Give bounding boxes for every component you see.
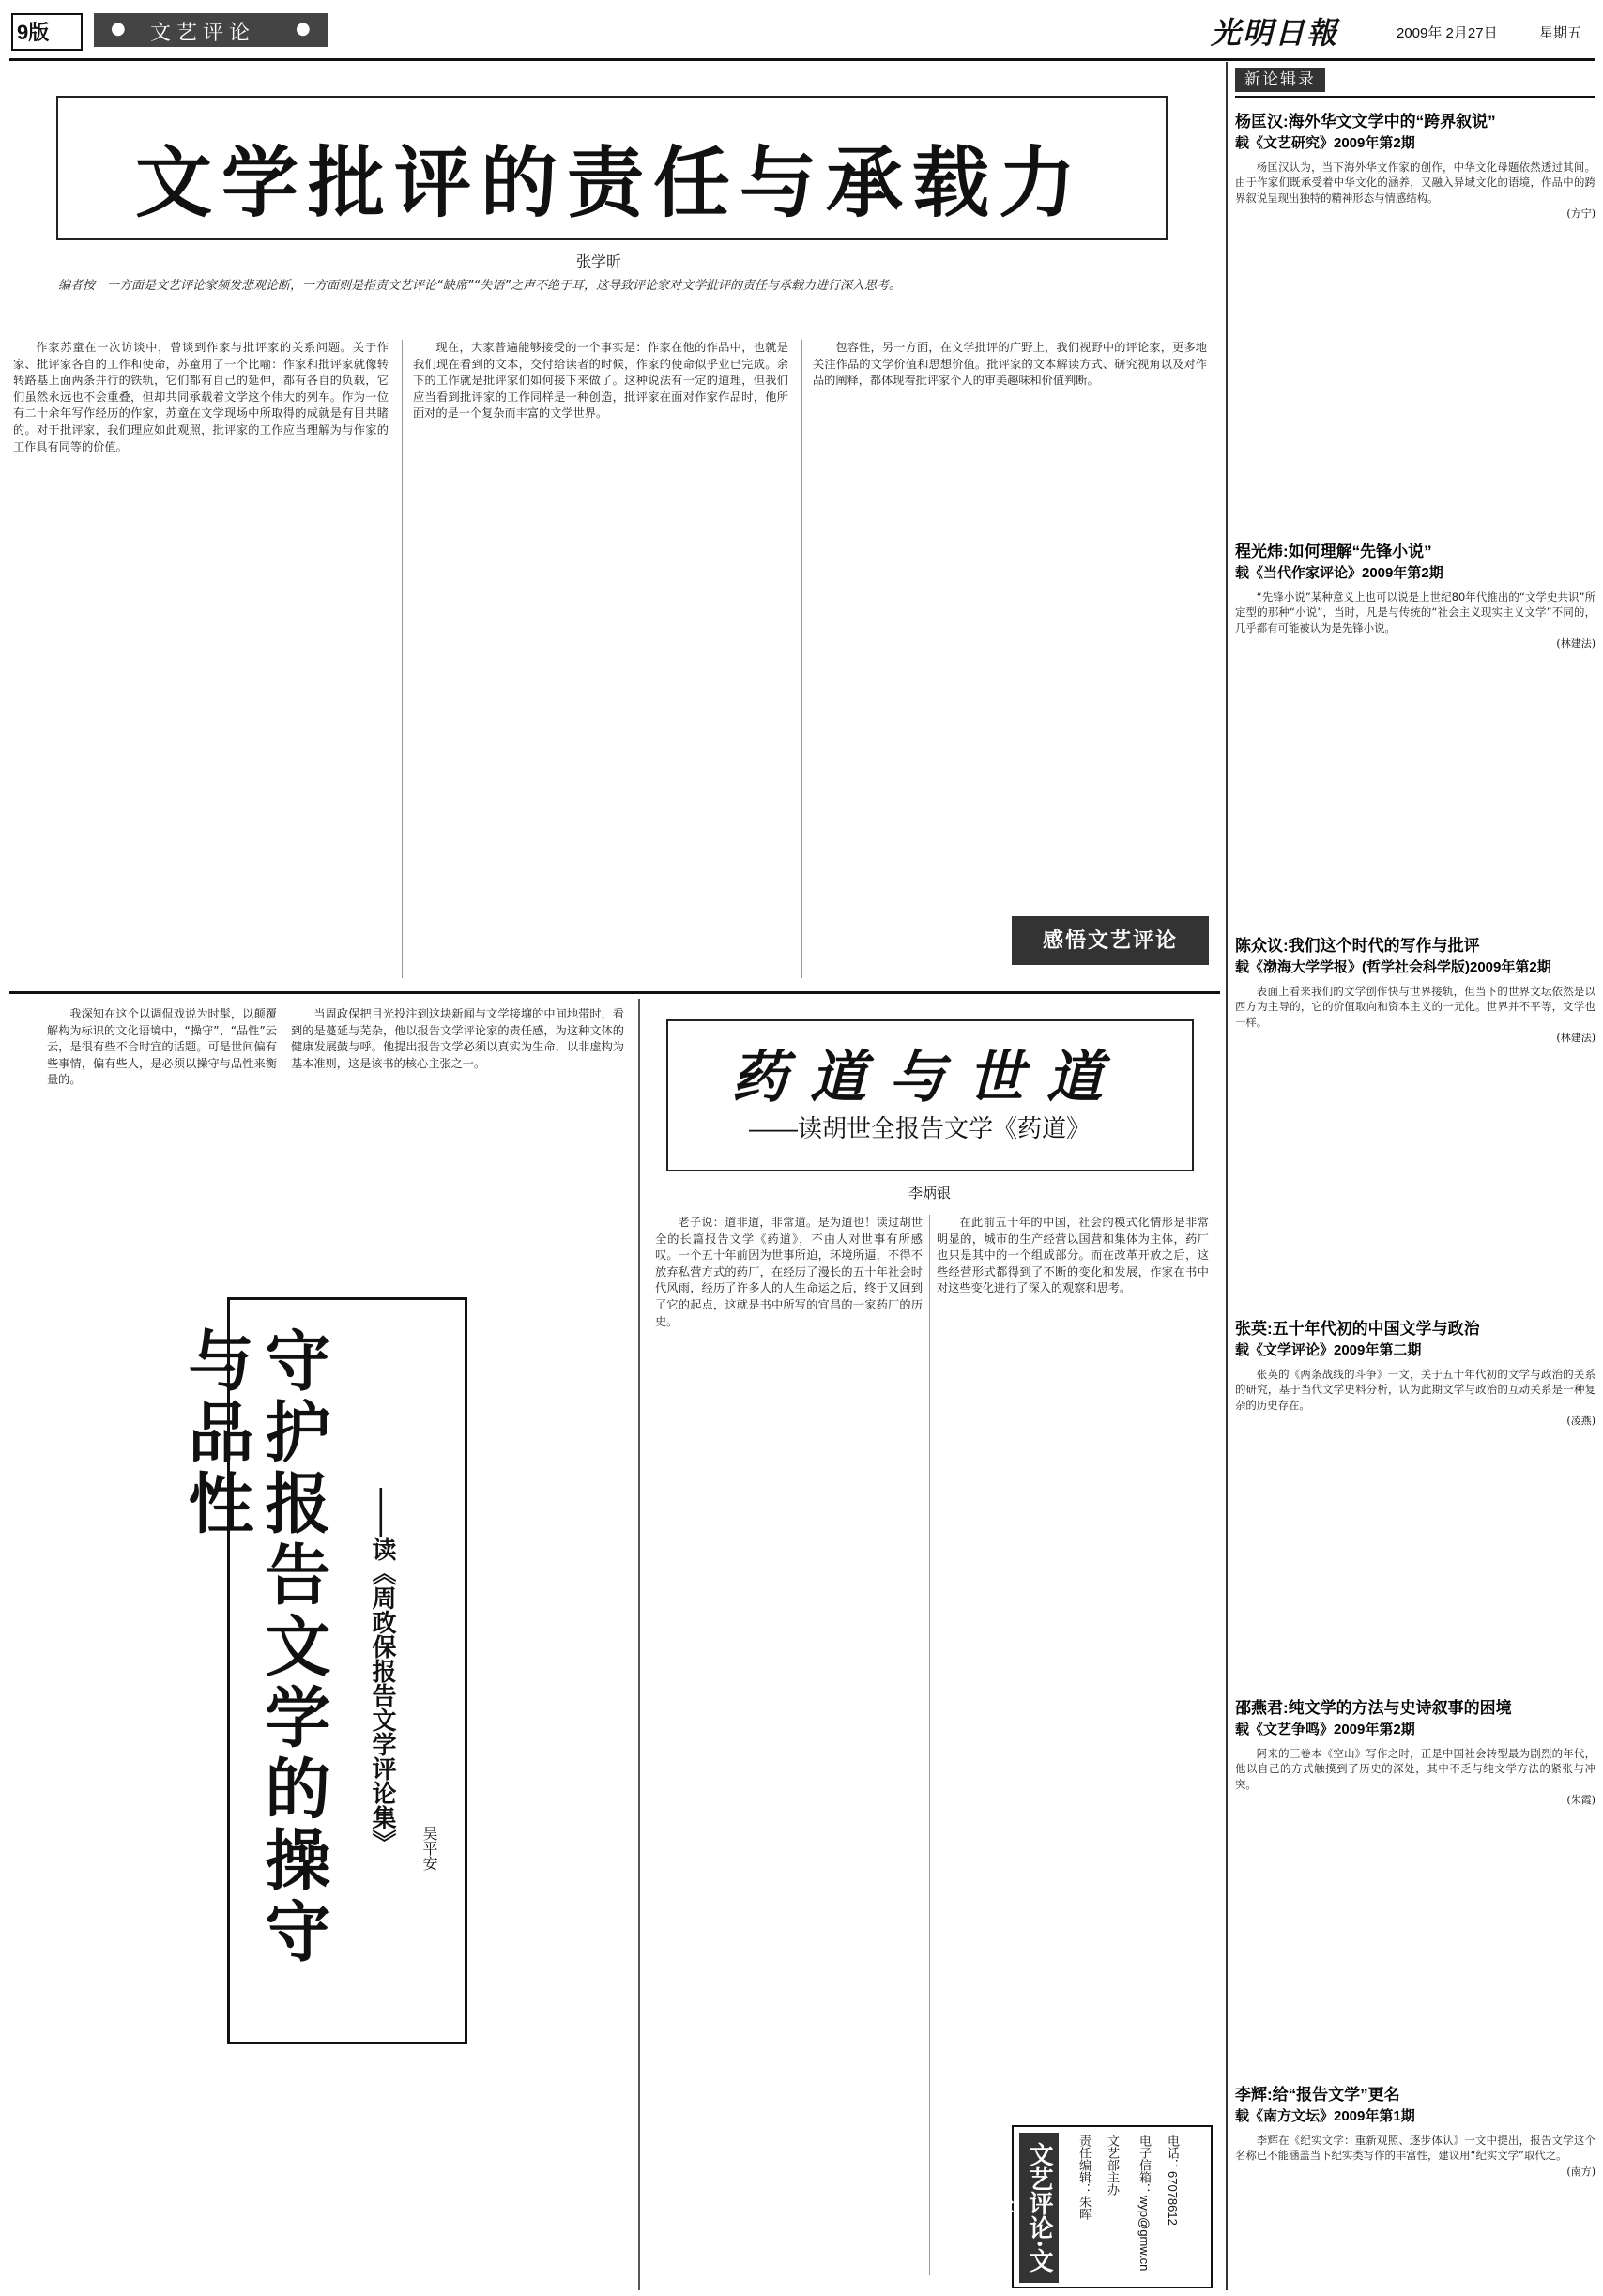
section-label: 文艺评论 [150, 21, 256, 44]
column-divider [402, 340, 403, 978]
column-divider [929, 1215, 930, 2275]
issue-date: 2009年 2月27日 [1397, 25, 1498, 41]
sidebar-item-signature: (朱霞) [1566, 1794, 1595, 1807]
editor-email: 电子信箱：wyp@gmw.cn [1137, 2135, 1152, 2272]
sidebar-item-title: 程光炜:如何理解“先锋小说” [1235, 543, 1432, 560]
lead-col-1: 作家苏童在一次访谈中，曾谈到作家与批评家的关系问题。关于作家、批评家各自的工作和使命，苏童用了一个比喻：作家和批评家就像转转路基上面两条并行的铁轨，它们都有自己的延伸，都有各自的负载，它们虽然永远也不会重叠，但却共同承载着文学这个伟大的列车。作为一位有二十余年写作经历的作家，苏童在文学现场中所取得的成就是有目共睹的。对于批评家，我们理应如此观照，批评家的工作应当理解为与作家的工作具有同等的价值。 [13, 341, 389, 453]
lead-article [9, 66, 1220, 986]
sidebar-item-text: 杨匡汉认为，当下海外华文作家的创作，中华文化母题依然透过其间。由于作家们既承受着中华文化的涵养，又融入异域文化的语境，作品中的跨界叙说呈现出独特的精神形态与情感结构。 [1235, 161, 1595, 205]
report-col-2: 当周政保把目光投注到这块新闻与文学接壤的中间地带时，看到的是蔓延与芜杂，他以报告文学评论家的责任感，为这种文体的健康发展鼓与呼。他提出报告文学必须以真实为生命，以非虚构为基本准则，这是该书的核心主张之一。 [291, 1007, 624, 1070]
sidebar-item [1235, 935, 1595, 1329]
sidebar [1235, 68, 1595, 2292]
yaodao-author: 李炳银 [908, 1185, 952, 1202]
editor-section-label: 文艺评论·文学 [1019, 2133, 1059, 2283]
sidebar-item-signature: (林建法) [1556, 637, 1595, 651]
sidebar-header [1235, 68, 1325, 92]
sidebar-item-signature: (方宁) [1566, 207, 1595, 221]
editor-phone: 电话：67078612 [1166, 2135, 1180, 2226]
lead-col-3: 包容性，另一方面，在文学批评的广野上，我们视野中的评论家，更多地关注作品的文学价值和思想价值。批评家的文本解读方式、研究视角以及对作品的阐释，都体现着批评家个人的审美趣味和价值判断。 [813, 341, 1207, 388]
section-bullet-icon: ● [296, 19, 311, 38]
report-col-1-lower [19, 1365, 221, 2266]
editor-dept: 文艺部主办 [1106, 2135, 1120, 2196]
lead-title: 文学批评的责任与承载力 [134, 138, 1085, 228]
sidebar-item-signature: (凌燕) [1566, 1415, 1595, 1428]
sidebar-item-source: 载《文艺争鸣》2009年第2期 [1235, 1722, 1415, 1737]
sidebar-item-title: 李辉:给“报告文学”更名 [1235, 2086, 1400, 2104]
yaodao-col-2: 在此前五十年的中国，社会的模式化情形是非常明显的，城市的生产经营以国营和集体为主体，药厂也只是其中的一个组成部分。而在改革开放之后，这些经营形式都得到了不断的变化和发展，作家在书中对这些变化进行了深入的观察和思考。 [937, 1216, 1209, 1295]
ad-box [1012, 916, 1209, 965]
ad-label: 感悟文艺评论 [1042, 928, 1178, 952]
sidebar-header-label: 新论辑录 [1244, 70, 1316, 88]
lead-abstract: 编者按 一方面是文艺评论家频发悲观论断，一方面则是指责文艺评论“缺席”“失语”之声不绝于耳，这导致评论家对文学批评的责任与承载力进行深入思考。 [58, 279, 901, 293]
sidebar-item-source: 载《文学评论》2009年第二期 [1235, 1342, 1422, 1358]
sidebar-item-source: 载《当代作家评论》2009年第2期 [1235, 565, 1443, 581]
column-divider [638, 999, 640, 2290]
lead-author: 张学昕 [576, 254, 622, 270]
sidebar-item-source: 载《南方文坛》2009年第1期 [1235, 2108, 1415, 2124]
sidebar-item-signature: (南方) [1566, 2165, 1595, 2178]
yaodao-subtitle: ——读胡世全报告文学《药道》 [749, 1114, 1092, 1142]
sidebar-item-title: 张英:五十年代初的中国文学与政治 [1235, 1320, 1480, 1338]
sidebar-item [1235, 1318, 1595, 1675]
sidebar-item-signature: (林建法) [1556, 1032, 1595, 1045]
sidebar-item-source: 载《渤海大学学报》(哲学社会科学版)2009年第2期 [1235, 959, 1551, 975]
yaodao-col-1: 老子说：道非道，非常道。是为道也！读过胡世全的长篇报告文学《药道》，不由人对世事有所感叹。一个五十年前因为世事所迫，环境所逼，不得不放弃私营方式的药厂，在经历了漫长的五十年社会时代风雨，经历了许多人的人生命运之后，终于又回到了它的起点，这就是书中所写的宜昌的一家药厂的历史。 [655, 1216, 923, 1328]
report-title-panel [177, 1297, 467, 2044]
yaodao-title: 药道与世道 [731, 1045, 1125, 1110]
report-col-3 [474, 1337, 629, 2275]
report-intro: 我深知在这个以调侃戏说为时髦，以颠覆解构为标识的文化语境中，“操守”、“品性”云云，是很有些不合时宜的话题。可是世间偏有些事情，偏有些人，是必须以操守与品性来衡量的。 [47, 1007, 277, 1087]
page-header [0, 0, 1603, 56]
editor-box [985, 2125, 1213, 2288]
sidebar-item [1235, 111, 1595, 533]
header-rule [9, 58, 1595, 61]
editor-name: 责任编辑：朱晖 [1077, 2135, 1092, 2220]
sidebar-item-title: 陈众议:我们这个时代的写作与批评 [1235, 937, 1480, 955]
sidebar-item-text: 张英的《两条战线的斗争》一文，关于五十年代初的文学与政治的关系的研究，基于当代文学史料分析，认为此期文学与政治的互动关系是一种复杂的历史存在。 [1235, 1368, 1595, 1412]
page-number: 9版 [17, 21, 50, 44]
yaodao-review [646, 999, 1220, 2290]
sidebar-item-text: 李辉在《纪实文学：重新观照、逐步体认》一文中提出，报告文学这个名称已不能涵盖当下纪实类写作的丰富性，建议用“纪实文学”取代之。 [1235, 2134, 1595, 2163]
report-subtitle: ——读《周政保报告文学评论集》 [369, 1488, 397, 1854]
report-author: 吴平安 [420, 1826, 438, 1871]
sidebar-item-text: 表面上看来我们的文学创作快与世界接轨，但当下的世界文坛依然是以西方为主导的，它的价值取向和资本主义的一元化。世界并不平等，文学也一样。 [1235, 985, 1595, 1029]
sidebar-item-source: 载《文艺研究》2009年第2期 [1235, 135, 1415, 151]
section-bullet-icon: ● [111, 19, 126, 38]
sidebar-header-rule [1235, 96, 1595, 98]
sidebar-item-title: 杨匡汉:海外华文文学中的“跨界叙说” [1235, 113, 1496, 130]
sidebar-item [1235, 541, 1595, 935]
sidebar-item [1235, 1697, 1595, 2073]
report-title: 守护报告文学的操守与品性 [177, 1326, 332, 1968]
sidebar-item-title: 邵燕君:纯文学的方法与史诗叙事的困境 [1235, 1699, 1512, 1717]
lead-col-2: 现在，大家普遍能够接受的一个事实是：作家在他的作品中，也就是我们现在看到的文本，交付给读者的时候，作家的使命似乎业已完成。余下的工作就是批评家们如何接下来做了。这种说法有一定的道理，但我们应当看到批评家的工作同样是一种创造，批评家在面对作家作品时，他所面对的是一个复杂而丰富的文学世界。 [413, 341, 788, 421]
sidebar-item-text: 阿来的三卷本《空山》写作之时，正是中国社会转型最为剧烈的年代，他以自己的方式触摸到了历史的深处，其中不乏与纯文学方法的紧张与冲突。 [1235, 1747, 1595, 1791]
sidebar-item [1235, 2084, 1595, 2290]
section-rule [9, 991, 1220, 994]
paper-name-logo: 光明日報 [1211, 15, 1339, 51]
sidebar-divider [1226, 62, 1228, 2290]
section-tab [94, 13, 328, 47]
report-review [9, 999, 634, 2290]
sidebar-item-text: “先锋小说”某种意义上也可以说是上世纪80年代推出的“文学史共识”所定型的那种“小说”，当时，凡是与传统的“社会主义现实主义文学”不同的，几乎都有可能被认为是先锋小说。 [1235, 590, 1595, 635]
issue-weekday: 星期五 [1539, 25, 1582, 41]
